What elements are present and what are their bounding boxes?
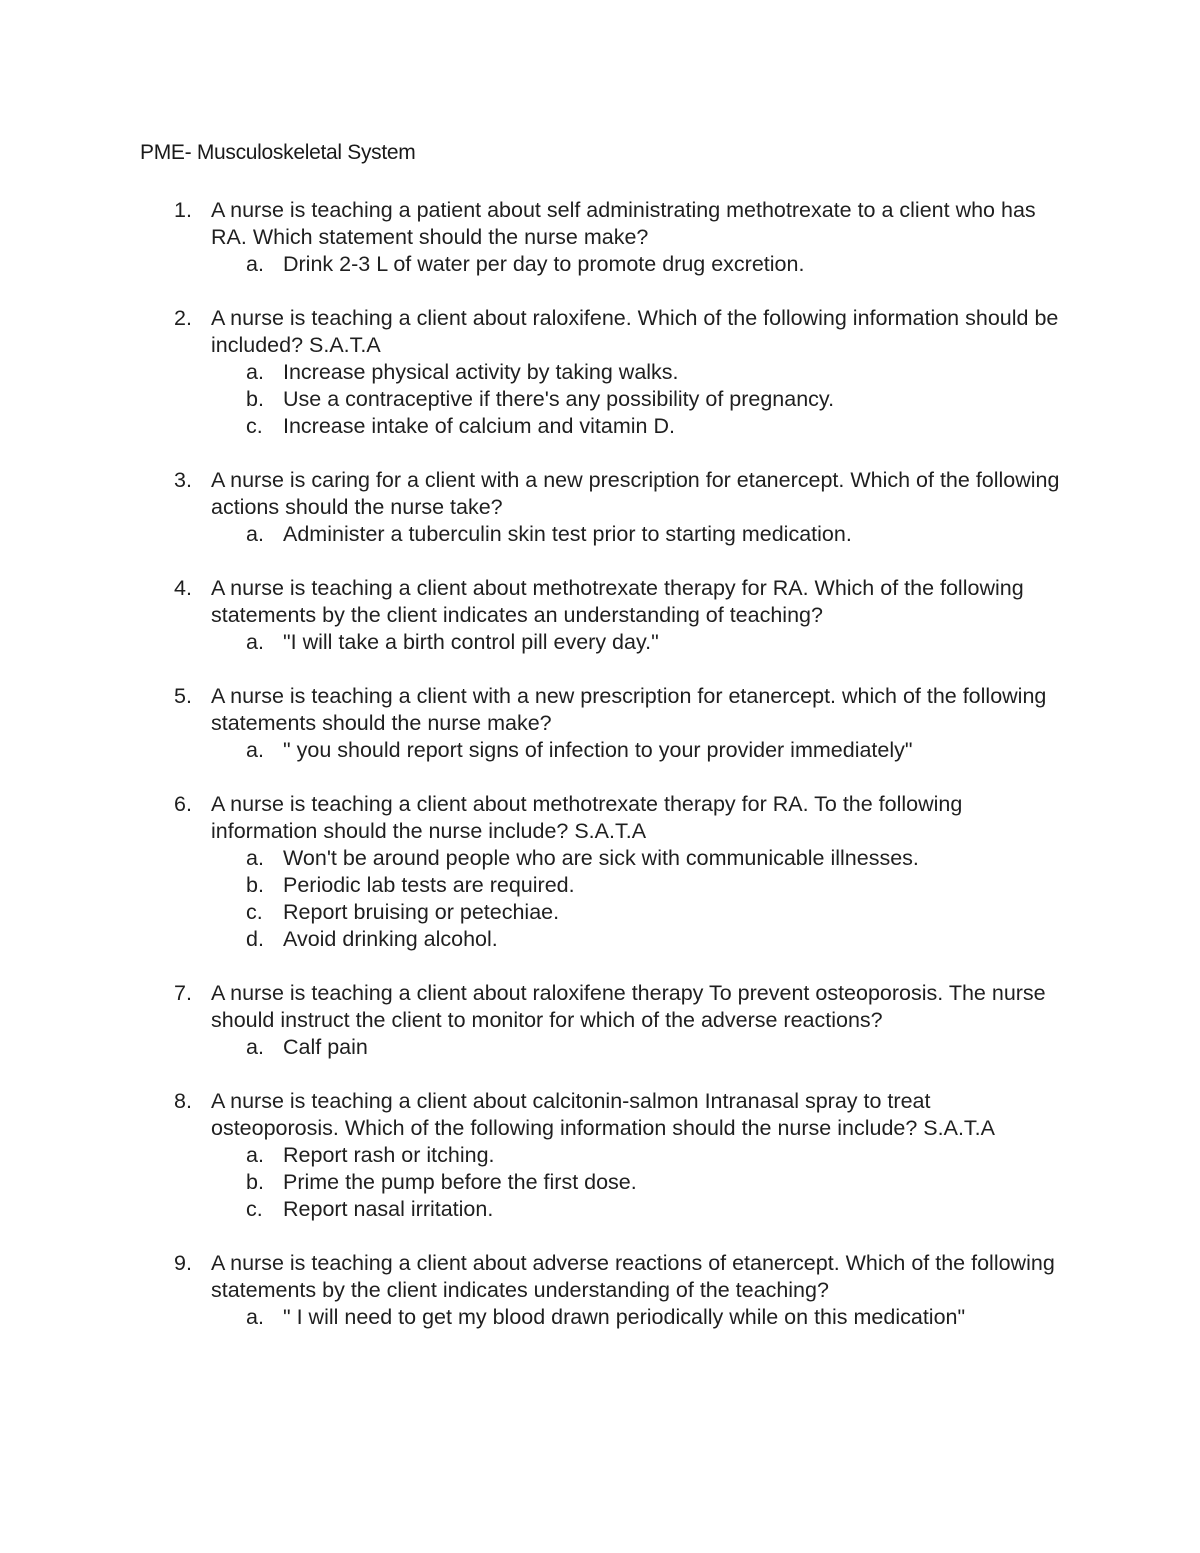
question-number: 4. bbox=[174, 576, 192, 600]
answer-item bbox=[0, 521, 1200, 548]
question-text: A nurse is teaching a client with a new prescription for etanercept. which of the following statements should the nurse make? bbox=[211, 684, 1047, 735]
answer-item bbox=[0, 926, 1200, 953]
answer-list bbox=[0, 1142, 1200, 1223]
answer-list bbox=[0, 629, 1200, 656]
answer-letter: b. bbox=[246, 1170, 264, 1194]
question-number: 7. bbox=[174, 981, 192, 1005]
answer-letter: a. bbox=[246, 846, 264, 870]
question-number: 1. bbox=[174, 198, 192, 222]
question-list bbox=[0, 197, 1200, 1358]
answer-letter: a. bbox=[246, 1035, 264, 1059]
answer-item bbox=[0, 251, 1200, 278]
answer-text: Use a contraceptive if there's any possibility of pregnancy. bbox=[283, 387, 835, 411]
question-text: A nurse is teaching a client about calcitonin-salmon Intranasal spray to treat osteoporosis. Which of the following information should the nurse include? S.A.T.A bbox=[211, 1089, 995, 1140]
answer-text: Won't be around people who are sick with communicable illnesses. bbox=[283, 846, 919, 870]
answer-text: Administer a tuberculin skin test prior to starting medication. bbox=[283, 522, 852, 546]
answer-letter: a. bbox=[246, 630, 264, 654]
answer-letter: a. bbox=[246, 360, 264, 384]
answer-list bbox=[0, 737, 1200, 764]
answer-letter: b. bbox=[246, 387, 264, 411]
question-item bbox=[0, 467, 1200, 548]
answer-text: " you should report signs of infection to your provider immediately" bbox=[283, 738, 913, 762]
answer-list bbox=[0, 251, 1200, 278]
answer-item bbox=[0, 1196, 1200, 1223]
question-item bbox=[0, 1088, 1200, 1223]
answer-item bbox=[0, 1034, 1200, 1061]
answer-item bbox=[0, 845, 1200, 872]
question-number: 2. bbox=[174, 306, 192, 330]
answer-item bbox=[0, 1169, 1200, 1196]
question-item bbox=[0, 683, 1200, 764]
answer-letter: c. bbox=[246, 900, 263, 924]
answer-text: " I will need to get my blood drawn periodically while on this medication" bbox=[283, 1305, 966, 1329]
answer-item bbox=[0, 1304, 1200, 1331]
question-item bbox=[0, 1250, 1200, 1331]
answer-text: Avoid drinking alcohol. bbox=[283, 927, 498, 951]
question-item bbox=[0, 305, 1200, 440]
question-text: A nurse is teaching a client about methotrexate therapy for RA. Which of the following statements by the client indicates an understanding of teaching? bbox=[211, 576, 1024, 627]
answer-letter: a. bbox=[246, 1143, 264, 1167]
question-number: 6. bbox=[174, 792, 192, 816]
answer-text: Increase intake of calcium and vitamin D. bbox=[283, 414, 675, 438]
answer-letter: a. bbox=[246, 522, 264, 546]
answer-item bbox=[0, 872, 1200, 899]
document-title: PME- Musculoskeletal System bbox=[140, 141, 416, 164]
answer-list bbox=[0, 359, 1200, 440]
answer-list bbox=[0, 1304, 1200, 1331]
question-text: A nurse is teaching a client about raloxifene therapy To prevent osteoporosis. The nurse should instruct the client to monitor for which of the adverse reactions? bbox=[211, 981, 1046, 1032]
question-number: 3. bbox=[174, 468, 192, 492]
question-item bbox=[0, 575, 1200, 656]
answer-item bbox=[0, 1142, 1200, 1169]
answer-letter: a. bbox=[246, 738, 264, 762]
question-text: A nurse is teaching a client about methotrexate therapy for RA. To the following information should the nurse include? S.A.T.A bbox=[211, 792, 963, 843]
answer-list bbox=[0, 521, 1200, 548]
answer-item bbox=[0, 899, 1200, 926]
answer-text: "I will take a birth control pill every day." bbox=[283, 630, 659, 654]
answer-text: Calf pain bbox=[283, 1035, 368, 1059]
answer-letter: b. bbox=[246, 873, 264, 897]
answer-text: Prime the pump before the first dose. bbox=[283, 1170, 637, 1194]
answer-item bbox=[0, 737, 1200, 764]
answer-text: Periodic lab tests are required. bbox=[283, 873, 575, 897]
answer-text: Increase physical activity by taking walks. bbox=[283, 360, 679, 384]
answer-list bbox=[0, 1034, 1200, 1061]
answer-list bbox=[0, 845, 1200, 953]
question-number: 9. bbox=[174, 1251, 192, 1275]
answer-text: Drink 2-3 L of water per day to promote drug excretion. bbox=[283, 252, 805, 276]
answer-text: Report rash or itching. bbox=[283, 1143, 495, 1167]
answer-letter: a. bbox=[246, 1305, 264, 1329]
question-item bbox=[0, 980, 1200, 1061]
question-item bbox=[0, 791, 1200, 953]
question-number: 5. bbox=[174, 684, 192, 708]
question-text: A nurse is teaching a client about adverse reactions of etanercept. Which of the following statements by the client indicates understanding of the teaching? bbox=[211, 1251, 1055, 1302]
question-item bbox=[0, 197, 1200, 278]
answer-item bbox=[0, 386, 1200, 413]
question-text: A nurse is caring for a client with a new prescription for etanercept. Which of the following actions should the nurse take? bbox=[211, 468, 1060, 519]
answer-item bbox=[0, 359, 1200, 386]
answer-text: Report nasal irritation. bbox=[283, 1197, 494, 1221]
answer-letter: c. bbox=[246, 1197, 263, 1221]
answer-letter: a. bbox=[246, 252, 264, 276]
answer-letter: d. bbox=[246, 927, 264, 951]
answer-text: Report bruising or petechiae. bbox=[283, 900, 560, 924]
question-number: 8. bbox=[174, 1089, 192, 1113]
answer-item bbox=[0, 413, 1200, 440]
question-text: A nurse is teaching a patient about self administrating methotrexate to a client who has RA. Which statement should the nurse make? bbox=[211, 198, 1036, 249]
answer-letter: c. bbox=[246, 414, 263, 438]
answer-item bbox=[0, 629, 1200, 656]
question-text: A nurse is teaching a client about raloxifene. Which of the following information should be included? S.A.T.A bbox=[211, 306, 1059, 357]
